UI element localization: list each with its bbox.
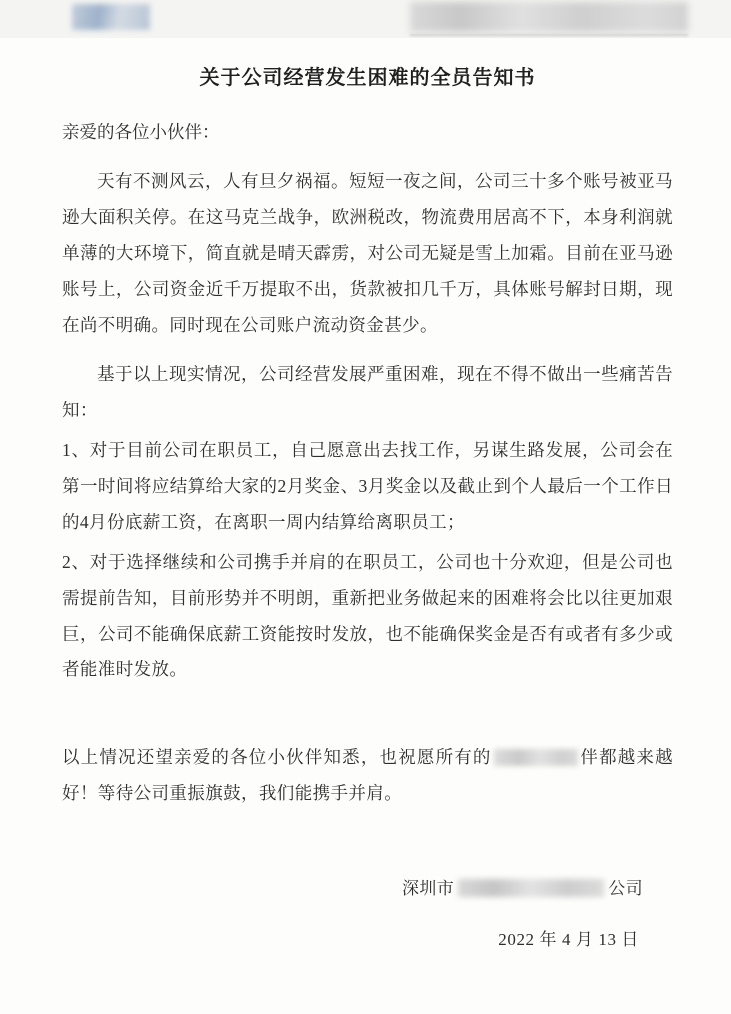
closing-suffix: 伴都越来越好！等待公司重振旗鼓，我们能携手并肩。 [62, 747, 674, 804]
document-body [0, 38, 731, 950]
closing-prefix: 以上情况还望亲爱的各位小伙伴知悉，也祝愿所有的 [62, 747, 492, 768]
salutation: 亲爱的各位小伙伴： [62, 122, 220, 142]
paragraph-2: 基于以上现实情况，公司经营发展严重困难，现在不得不做出一些痛苦告知： [62, 364, 673, 421]
paragraph-1: 天有不测风云，人有旦夕祸福。短短一夜之间，公司三十多个账号被亚马逊大面积关停。在这马克兰战争，欧洲税改，物流费用居高不下，本身利润就单薄的大环境下，简直就是晴天霹雳，对公司无疑是雪上加霜。目前在亚马逊账号上，公司资金近千万提取不出，货款被扣几千万，具体账号解封日期，现在尚不明确。同时现在公司账户流动资金甚少。 [62, 171, 673, 335]
redacted-signature-name [458, 879, 604, 897]
page-title: 关于公司经营发生困难的全员告知书 [199, 67, 536, 89]
signature-company [62, 874, 643, 899]
paragraph-4: 2、对于选择继续和公司携手并肩的在职员工，公司也十分欢迎，但是公司也需提前告知，目前形势并不明朗，重新把业务做起来的困难将会比以往更加艰巨，公司不能确保底薪工资能按时发放，也不能确保奖金是否有或者有多少或者能准时发放。 [62, 551, 673, 680]
paragraph-3: 1、对于目前公司在职员工，自己愿意出去找工作，另谋生路发展，公司会在第一时间将应结算给大家的2月奖金、3月奖金以及截止到个人最后一个工作日的4月份底薪工资，在离职一周内结算给离职员工； [62, 440, 673, 532]
header-band [0, 0, 731, 38]
closing-block [62, 740, 673, 812]
redacted-inline-text [494, 749, 578, 766]
company-logo [72, 4, 150, 30]
header-divider [410, 34, 688, 36]
signature-prefix: 深圳市 [401, 879, 455, 898]
closing-paragraph [62, 740, 673, 812]
signature-block [62, 874, 673, 950]
signature-suffix: 公司 [608, 879, 643, 898]
redacted-company-name [410, 2, 688, 32]
signature-date: 2022 年 4 月 13 日 [498, 930, 639, 949]
